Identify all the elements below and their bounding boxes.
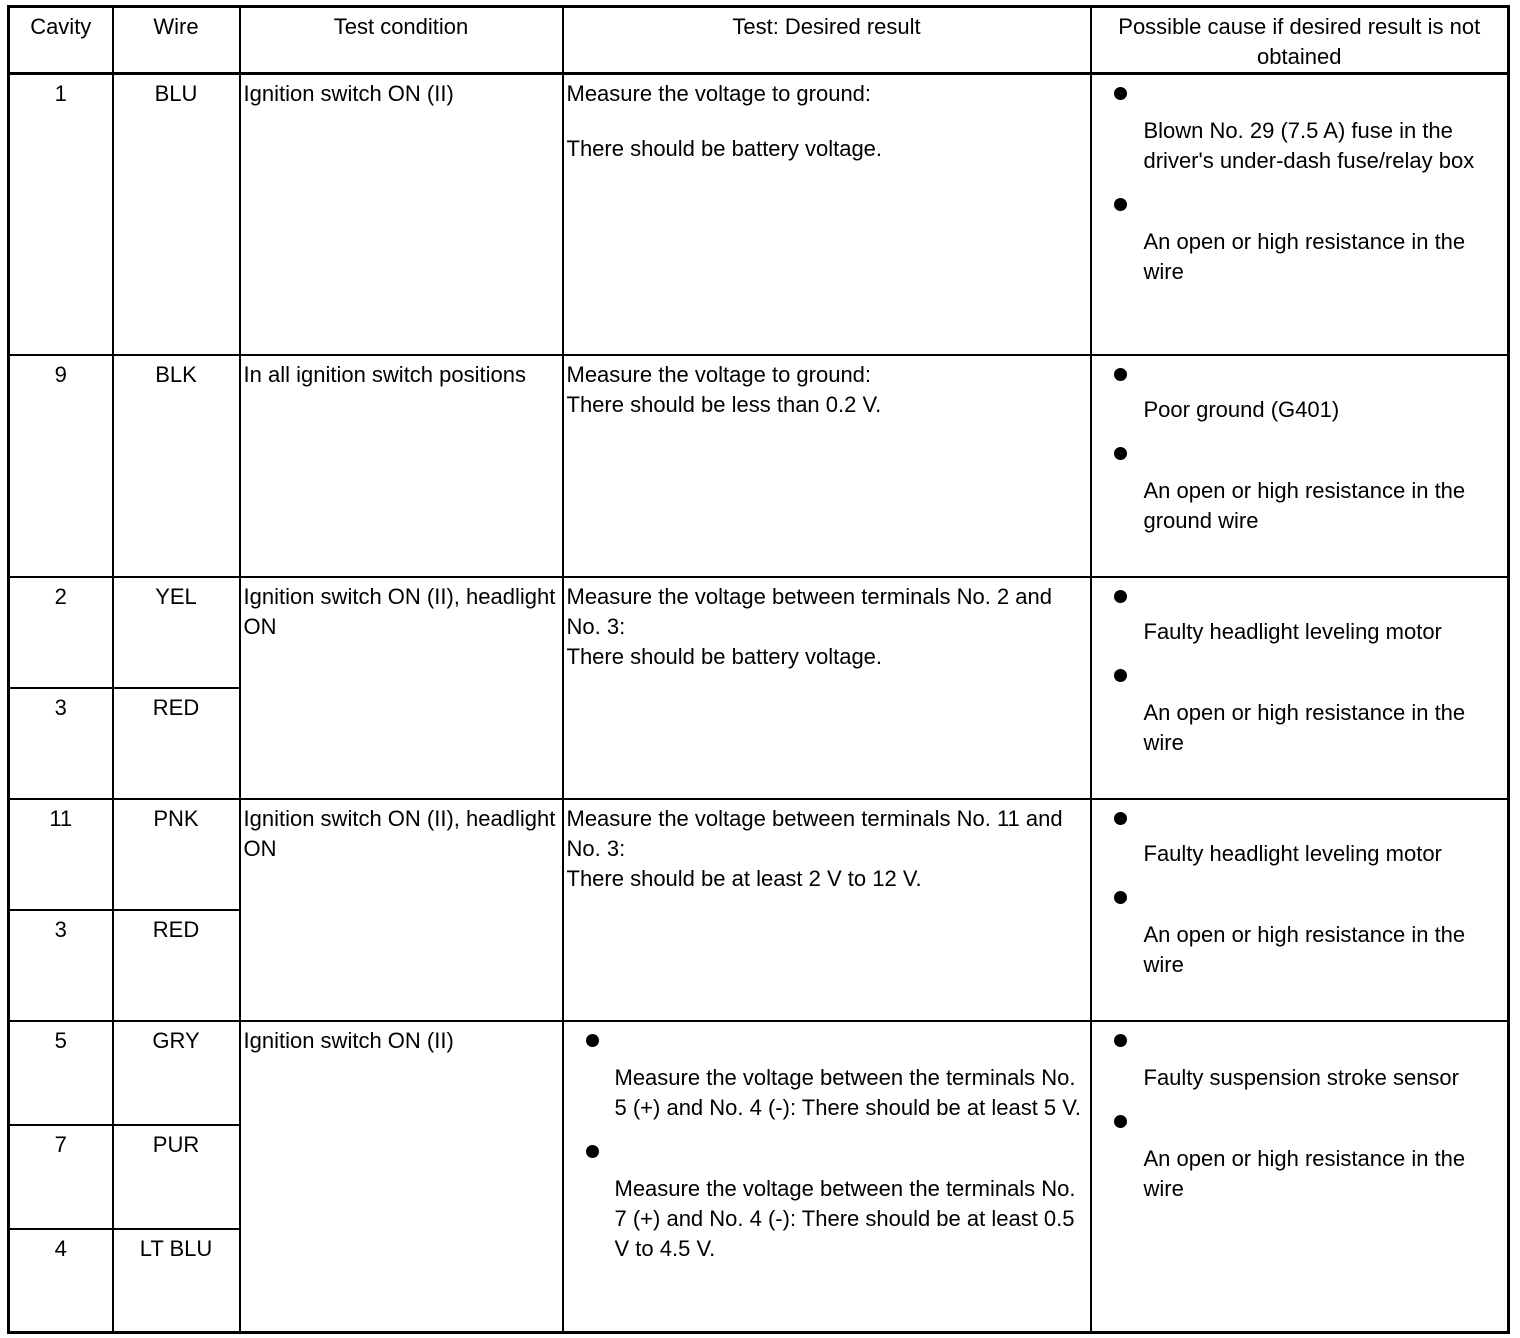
cavity-cell: 9	[9, 355, 113, 577]
cause-cell	[1091, 577, 1509, 799]
wire-cell: LT BLU	[113, 1229, 240, 1333]
header-cause: Possible cause if desired result is not obtained	[1091, 7, 1509, 74]
table-row	[9, 799, 1509, 1021]
cause-text: An open or high resistance in the wire	[1143, 229, 1466, 284]
wire-cell: YEL	[113, 577, 240, 688]
cause-text: An open or high resistance in the wire	[1143, 1145, 1466, 1201]
cause-item	[1092, 447, 1508, 536]
bullet-icon	[1114, 590, 1127, 603]
cause-item	[1092, 198, 1508, 287]
test-line: There should be battery voltage.	[566, 136, 883, 161]
condition-cell: In all ignition switch positions	[240, 355, 563, 577]
header-cavity: Cavity	[9, 7, 113, 74]
bullet-icon	[1114, 368, 1127, 381]
cavity-cell: 2	[9, 577, 113, 688]
wire-cell: PNK	[113, 799, 240, 910]
table-row	[9, 577, 1509, 799]
cause-text: Poor ground (G401)	[1143, 396, 1340, 422]
cavity-cell: 1	[9, 74, 113, 355]
header-test: Test: Desired result	[563, 7, 1091, 74]
cause-item	[1092, 368, 1508, 425]
condition-cell: Ignition switch ON (II)	[240, 1021, 563, 1333]
cavity-cell: 3	[9, 688, 113, 799]
wire-cell: PUR	[113, 1125, 240, 1229]
cause-text: An open or high resistance in the wire	[1143, 699, 1466, 755]
test-cell	[563, 1021, 1091, 1333]
header-condition: Test condition	[240, 7, 563, 74]
table-row	[9, 74, 1509, 355]
cause-cell	[1091, 355, 1509, 577]
bullet-icon	[1114, 87, 1127, 100]
cause-text: Faulty suspension stroke sensor	[1143, 1064, 1459, 1090]
cavity-cell: 11	[9, 799, 113, 910]
test-text: Measure the voltage between the terminals No. 7 (+) and No. 4 (-): There should be at least 0.5 V to 4.5 V.	[614, 1175, 1076, 1261]
table-row	[9, 355, 1509, 577]
wire-cell: RED	[113, 688, 240, 799]
cause-text: Blown No. 29 (7.5 A) fuse in the driver's under-dash fuse/relay box	[1143, 118, 1475, 173]
header-wire: Wire	[113, 7, 240, 74]
condition-cell: Ignition switch ON (II)	[240, 74, 563, 355]
cause-cell	[1091, 74, 1509, 355]
wire-cell: BLU	[113, 74, 240, 355]
bullet-icon	[1114, 1115, 1127, 1128]
cause-text: Faulty headlight leveling motor	[1143, 618, 1442, 644]
bullet-icon	[1114, 1034, 1127, 1047]
cavity-cell: 3	[9, 910, 113, 1021]
cause-item	[1092, 669, 1508, 758]
test-line: There should be less than 0.2 V.	[566, 391, 882, 417]
test-line: Measure the voltage between terminals No. 2 and No. 3:	[566, 583, 1053, 639]
test-cell	[563, 355, 1091, 577]
table-row	[9, 1021, 1509, 1333]
cause-item	[1092, 1115, 1508, 1204]
bullet-icon	[1114, 669, 1127, 682]
cause-text: An open or high resistance in the ground wire	[1143, 477, 1466, 533]
cause-item	[1092, 1034, 1508, 1093]
cause-text: An open or high resistance in the wire	[1143, 921, 1466, 977]
header-row	[9, 7, 1509, 74]
bullet-icon	[1114, 447, 1127, 460]
cause-item	[1092, 590, 1508, 647]
cause-item	[1092, 891, 1508, 980]
test-line: Measure the voltage to ground:	[566, 361, 872, 387]
cause-cell	[1091, 1021, 1509, 1333]
diagnostic-table	[7, 5, 1510, 1334]
bullet-icon	[1114, 891, 1127, 904]
test-item	[564, 1145, 1086, 1264]
bullet-icon	[586, 1145, 599, 1158]
cavity-cell: 4	[9, 1229, 113, 1333]
test-cell	[563, 799, 1091, 1021]
wire-cell: BLK	[113, 355, 240, 577]
wire-cell: RED	[113, 910, 240, 1021]
cause-item	[1092, 87, 1508, 176]
condition-cell: Ignition switch ON (II), headlight ON	[240, 799, 563, 1021]
test-cell	[563, 74, 1091, 355]
bullet-icon	[586, 1034, 599, 1047]
wire-cell: GRY	[113, 1021, 240, 1125]
cause-item	[1092, 812, 1508, 869]
bullet-icon	[1114, 198, 1127, 211]
bullet-icon	[1114, 812, 1127, 825]
test-cell	[563, 577, 1091, 799]
cause-text: Faulty headlight leveling motor	[1143, 840, 1442, 866]
test-text: Measure the voltage between the terminals No. 5 (+) and No. 4 (-): There should be at least 5 V.	[614, 1064, 1082, 1120]
test-line: Measure the voltage between terminals No. 11 and No. 3:	[566, 805, 1063, 861]
cavity-cell: 5	[9, 1021, 113, 1125]
test-line: Measure the voltage to ground:	[566, 81, 872, 106]
condition-cell: Ignition switch ON (II), headlight ON	[240, 577, 563, 799]
cavity-cell: 7	[9, 1125, 113, 1229]
cause-cell	[1091, 799, 1509, 1021]
test-line: There should be battery voltage.	[566, 643, 883, 669]
test-item	[564, 1034, 1086, 1123]
test-line: There should be at least 2 V to 12 V.	[566, 865, 922, 891]
